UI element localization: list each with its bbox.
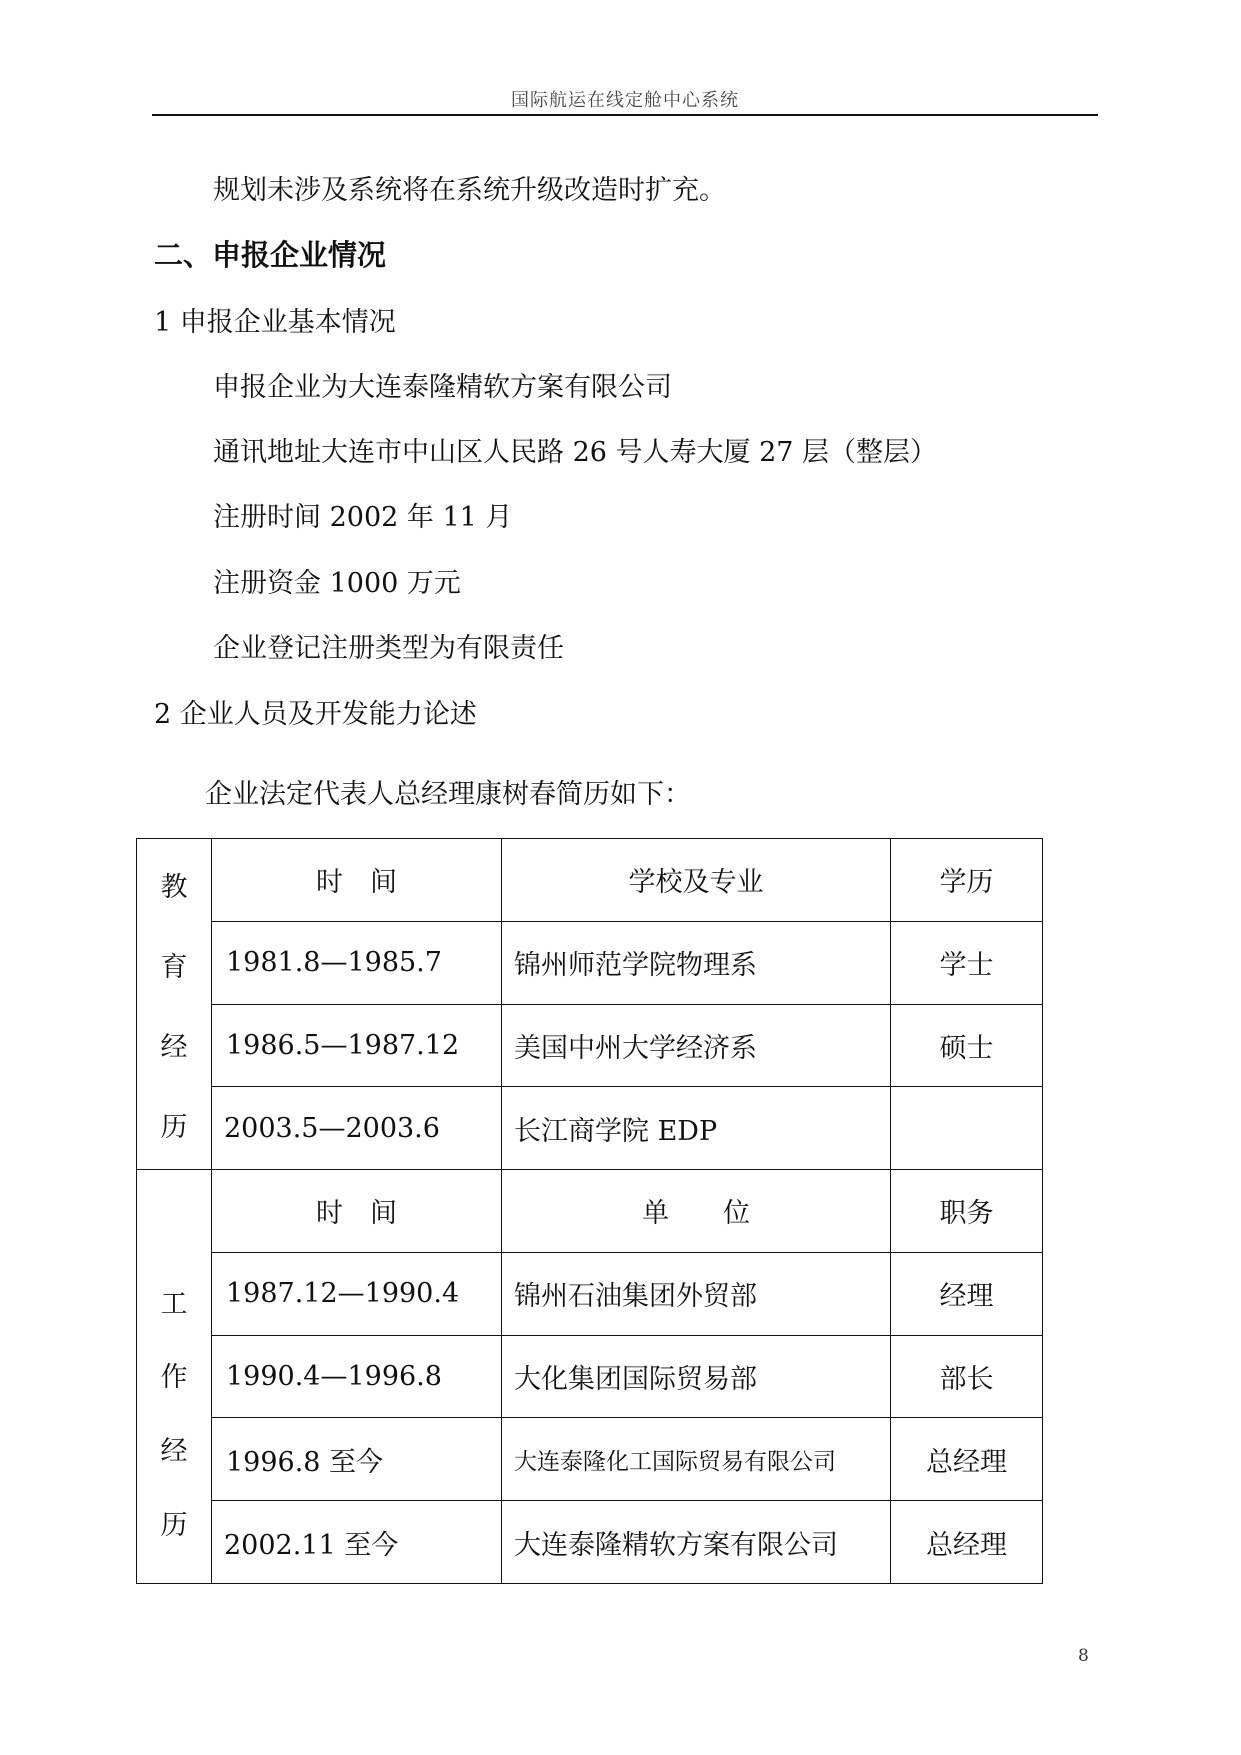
work-period: 1987.12—1990.4 [212, 1252, 502, 1335]
page-number: 8 [1078, 1646, 1089, 1666]
education-label-char: 经 [160, 1031, 188, 1063]
subsection-heading: 1 申报企业基本情况 [154, 307, 396, 338]
work-unit: 大连泰隆精软方案有限公司 [502, 1501, 891, 1584]
table-row [137, 921, 1043, 1004]
company-name-line: 申报企业为大连泰隆精软方案有限公司 [213, 372, 672, 403]
column-header-school: 学校及专业 [502, 839, 891, 922]
education-label-cell [137, 839, 212, 1170]
registration-time-line: 注册时间 2002 年 11 月 [213, 502, 513, 533]
education-school: 锦州师范学院物理系 [502, 921, 891, 1004]
column-header-unit: 单 位 [502, 1170, 891, 1253]
education-label-char: 教 [160, 871, 188, 903]
work-label-char: 工 [160, 1288, 188, 1320]
table-row [137, 1170, 1043, 1253]
work-unit: 大化集团国际贸易部 [502, 1335, 891, 1418]
work-position: 总经理 [891, 1501, 1043, 1584]
table-row [137, 1418, 1043, 1501]
education-label-char: 历 [160, 1111, 188, 1143]
education-period: 1981.8—1985.7 [212, 921, 502, 1004]
work-unit: 大连泰隆化工国际贸易有限公司 [502, 1418, 891, 1501]
section-heading: 二、申报企业情况 [154, 238, 387, 272]
work-label-char: 经 [160, 1435, 188, 1467]
table-row [137, 1335, 1043, 1418]
work-label-char: 作 [160, 1362, 188, 1394]
subsection-heading: 2 企业人员及开发能力论述 [154, 699, 477, 730]
page-header: 国际航运在线定舱中心系统 [511, 90, 739, 111]
work-position: 经理 [891, 1252, 1043, 1335]
table-row [137, 839, 1043, 922]
education-period: 1986.5—1987.12 [212, 1004, 502, 1087]
education-school: 长江商学院 EDP [502, 1087, 891, 1170]
column-header-degree: 学历 [891, 839, 1043, 922]
work-label-cell [137, 1170, 212, 1584]
work-period: 1990.4—1996.8 [212, 1335, 502, 1418]
table-row [137, 1087, 1043, 1170]
education-degree: 硕士 [891, 1004, 1043, 1087]
column-header-period: 时 间 [212, 1170, 502, 1253]
work-unit: 锦州石油集团外贸部 [502, 1252, 891, 1335]
table-row [137, 1004, 1043, 1087]
table-row [137, 1501, 1043, 1584]
resume-intro: 企业法定代表人总经理康树春简历如下： [205, 779, 691, 810]
education-label-char: 育 [160, 951, 188, 983]
column-header-period: 时 间 [212, 839, 502, 922]
column-header-position: 职务 [891, 1170, 1043, 1253]
address-line: 通讯地址大连市中山区人民路 26 号人寿大厦 27 层（整层） [213, 437, 938, 468]
header-rule [152, 114, 1098, 116]
work-period: 1996.8 至今 [212, 1418, 502, 1501]
registered-capital-line: 注册资金 1000 万元 [213, 568, 461, 599]
education-school: 美国中州大学经济系 [502, 1004, 891, 1087]
registration-type-line: 企业登记注册类型为有限责任 [213, 633, 564, 664]
work-position: 总经理 [891, 1418, 1043, 1501]
education-degree [891, 1087, 1043, 1170]
education-period: 2003.5—2003.6 [212, 1087, 502, 1170]
work-position: 部长 [891, 1335, 1043, 1418]
work-period: 2002.11 至今 [212, 1501, 502, 1584]
paragraph-line: 规划未涉及系统将在系统升级改造时扩充。 [213, 175, 726, 206]
resume-table [136, 838, 1043, 1584]
work-label-char: 历 [160, 1509, 188, 1541]
table-row [137, 1252, 1043, 1335]
education-degree: 学士 [891, 921, 1043, 1004]
